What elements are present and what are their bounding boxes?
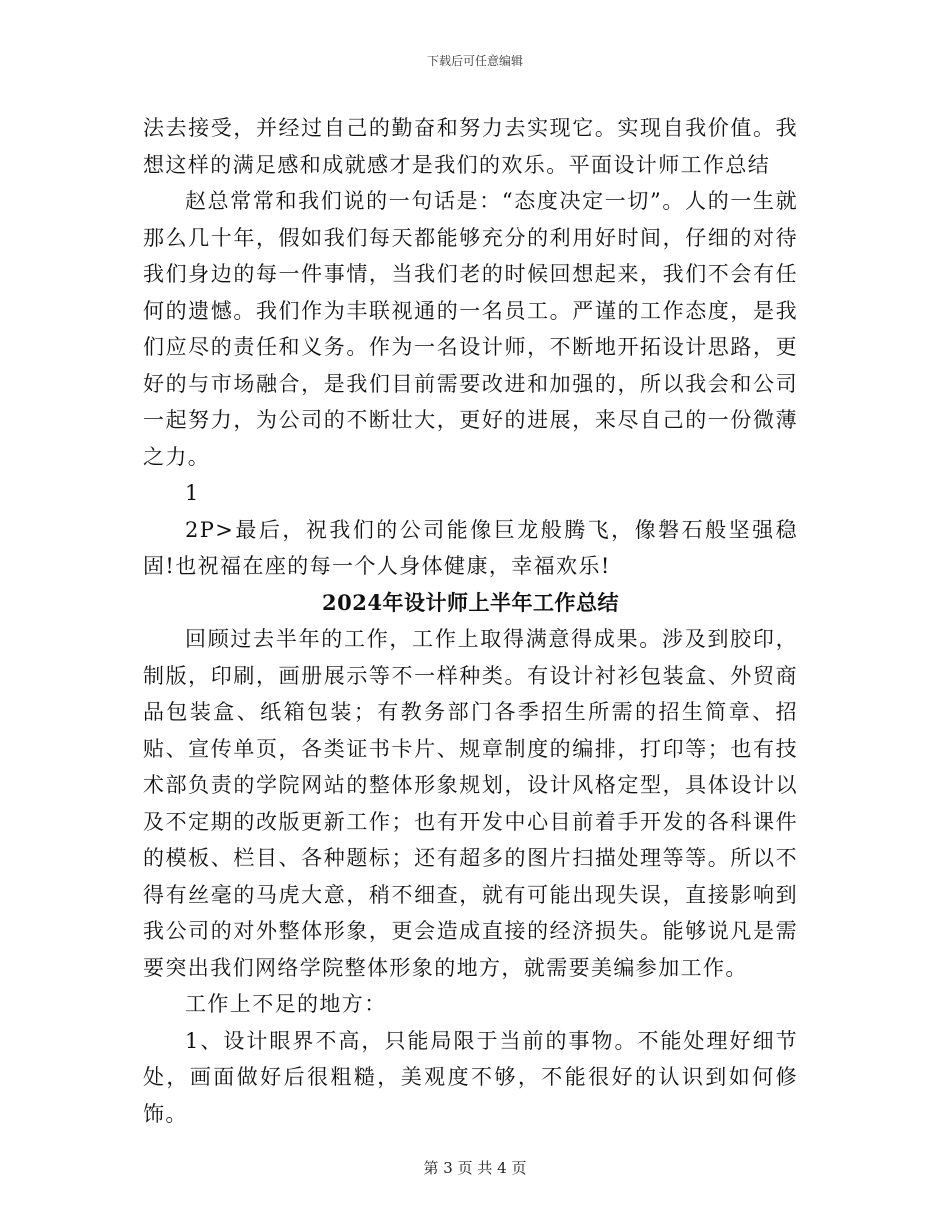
paragraph-attitude: 赵总常常和我们说的一句话是：“态度决定一切”。人的一生就那么几十年，假如我们每天都能够充分的利用好时间，仔细的对待我们身边的每一件事情，当我们老的时候回想起来，我们不会有任何的遗憾。我们作为丰联视通的一名员工。严谨的工作态度，是我们应尽的责任和义务。作为一名设计师，不断地开拓设计思路，更好的与市场融合，是我们目前需要改进和加强的，所以我会和公司一起努力，为公司的不断壮大，更好的进展，来尽自己的一份微薄之力。: [143, 189, 798, 469]
paragraph-review: 回顾过去半年的工作，工作上取得满意得成果。涉及到胶印，制版，印刷，画册展示等不一样种类。有设计衬衫包装盒、外贸商品包装盒、纸箱包装；有教务部门各季招生所需的招生简章、招贴、宣传单页，各类证书卡片、规章制度的编排，打印等；也有技术部负责的学院网站的整体形象规划，设计风格定型，具体设计以及不定期的改版更新工作；也有开发中心目前着手开发的各科课件的模板、栏目、各种题标；还有超多的图片扫描处理等等。所以不得有丝毫的马虎大意，稍不细查，就有可能出现失误，直接影响到我公司的对外整体形象，更会造成直接的经济损失。能够说凡是需要突出我们网络学院整体形象的地方，就需要美编参加工作。: [143, 627, 798, 980]
section-title: 2024年设计师上半年工作总结: [322, 589, 619, 615]
paragraph-shortcoming-1: 1、设计眼界不高，只能局限于当前的事物。不能处理好细节处，画面做好后很粗糙，美观度不够，不能很好的认识到如何修饰。: [143, 1028, 798, 1126]
document-body: [143, 110, 798, 1132]
page-header: 下载后可任意编辑: [426, 54, 523, 68]
paragraph-shortcomings-heading: 工作上不足的地方：: [185, 992, 387, 1016]
paragraph-closing-wishes: 2P>最后，祝我们的公司能像巨龙般腾飞，像磐石般坚强稳固!也祝福在座的每一个人身体健康，幸福欢乐!: [143, 517, 798, 578]
paragraph-page-number-marker: 1: [185, 481, 200, 505]
paragraph-continuation: 法去接受，并经过自己的勤奋和努力去实现它。实现自我价值。我想这样的满足感和成就感才是我们的欢乐。平面设计师工作总结: [143, 116, 798, 177]
page-footer: 第 3 页 共 4 页: [423, 1159, 527, 1177]
